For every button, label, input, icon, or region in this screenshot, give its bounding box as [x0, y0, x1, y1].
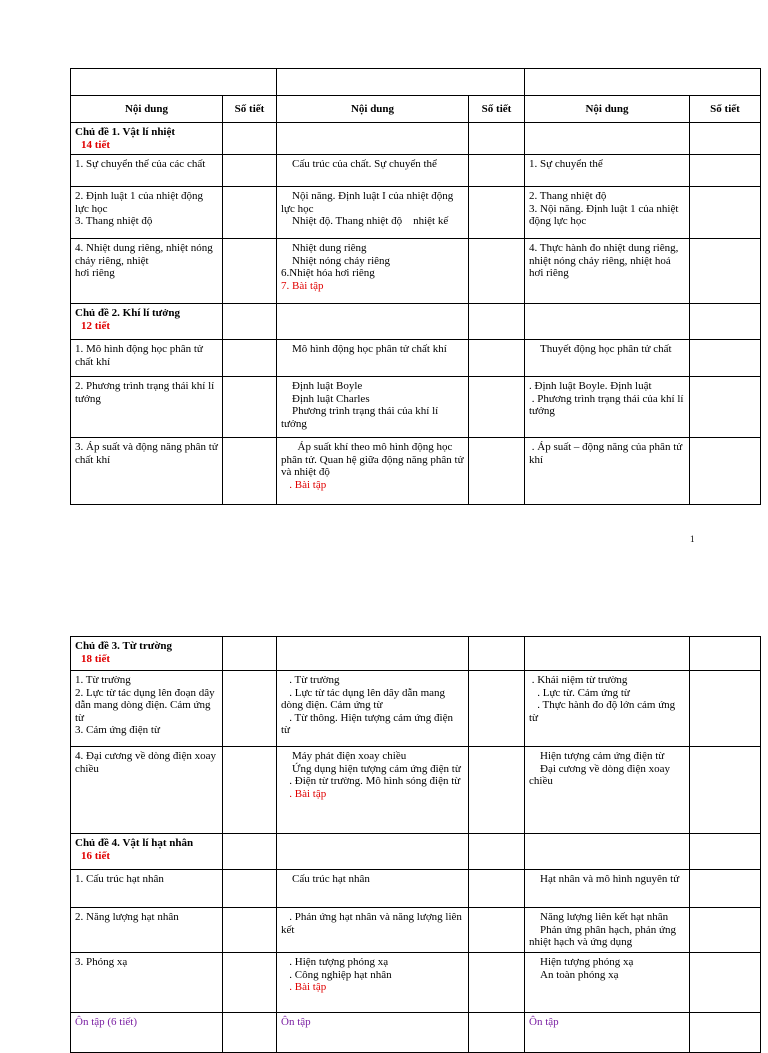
periods-cell: [690, 671, 761, 747]
cell-line: Hạt nhân và mô hình nguyên tử: [529, 873, 680, 885]
empty-cell: [525, 834, 690, 870]
periods-cell: [223, 1013, 277, 1053]
periods-cell: [223, 187, 277, 239]
blank-cell: [71, 69, 277, 96]
periods-cell: [690, 908, 761, 953]
exercise-label: 7. Bài tập: [281, 279, 324, 292]
empty-cell: [277, 304, 469, 340]
content-cell-col2: [277, 187, 469, 239]
cell-line: 3. Phóng xạ: [75, 956, 128, 968]
empty-cell: [525, 123, 690, 155]
cell-line: Nhiệt độ. Thang nhiệt độ nhiệt kế: [281, 215, 449, 227]
content-cell-col2: [277, 747, 469, 834]
content-cell-col2: [277, 438, 469, 505]
cell-line: 1. Cấu trúc hạt nhân: [75, 873, 164, 885]
topic-title: Chủ đề 4. Vật lí hạt nhân: [75, 837, 194, 849]
review-label: Ôn tập (6 tiết): [75, 1016, 138, 1028]
cell-line: An toàn phóng xạ: [529, 968, 619, 981]
review-label: Ôn tập: [529, 1016, 559, 1028]
review-cell: [525, 1013, 690, 1053]
content-cell-col1: [71, 155, 223, 187]
periods-cell: [690, 438, 761, 505]
periods-cell: [469, 671, 525, 747]
topic-periods: 12 tiết: [81, 319, 111, 332]
periods-cell: [223, 377, 277, 438]
topic-periods: 18 tiết: [81, 652, 111, 665]
content-cell-col1: [71, 870, 223, 908]
periods-cell: [223, 438, 277, 505]
content-cell-col2: [277, 671, 469, 747]
content-cell-col2: [277, 870, 469, 908]
content-cell-col1: [71, 438, 223, 505]
cell-line: 1. Mô hình động học phân tử chất khí: [75, 343, 206, 368]
cell-line: 4. Đại cương về dòng điện xoay chiều: [75, 750, 219, 775]
empty-cell: [469, 304, 525, 340]
review-cell: [277, 1013, 469, 1053]
content-cell-col1: [71, 953, 223, 1013]
content-cell-col3: [525, 155, 690, 187]
cell-line: 2. Phương trình trạng thái khí lí tưởng: [75, 380, 217, 405]
periods-cell: [223, 870, 277, 908]
cell-line: 2. Thang nhiệt độ: [529, 190, 607, 202]
periods-cell: [690, 155, 761, 187]
periods-cell: [223, 155, 277, 187]
header-periods: Số tiết: [690, 96, 761, 123]
periods-cell: [690, 747, 761, 834]
cell-line: 1. Sự chuyển thể của các chất: [75, 158, 206, 170]
cell-line: . Hiện tượng phóng xạ: [281, 956, 389, 968]
empty-cell: [525, 637, 690, 671]
content-cell-col3: [525, 340, 690, 377]
empty-cell: [525, 304, 690, 340]
content-cell-col3: [525, 438, 690, 505]
blank-cell: [525, 69, 761, 96]
page-number: 1: [690, 534, 695, 544]
exercise-label: . Bài tập: [281, 787, 327, 800]
content-cell-col2: [277, 377, 469, 438]
empty-cell: [469, 123, 525, 155]
cell-line: 2. Định luật 1 của nhiệt động lực học: [75, 190, 206, 215]
empty-cell: [690, 637, 761, 671]
content-cell-col2: [277, 155, 469, 187]
topic-row: [71, 834, 761, 870]
cell-line: . Thực hành đo độ lớn cảm ứng từ: [529, 699, 678, 724]
blank-cell: [277, 69, 525, 96]
cell-line: . Phương trình trạng thái của khí lí tưởng: [529, 392, 687, 417]
cell-line: Máy phát điện xoay chiều: [281, 750, 407, 762]
periods-cell: [469, 953, 525, 1013]
content-cell-col3: [525, 908, 690, 953]
cell-line: 4. Thực hành đo nhiệt dung riêng, nhiệt nóng chảy riêng, nhiệt hoá hơi riêng: [529, 242, 682, 279]
periods-cell: [223, 908, 277, 953]
review-cell: [71, 1013, 223, 1053]
cell-line: Phương trình trạng thái của khí lí tưởng: [281, 405, 441, 430]
content-cell-col3: [525, 377, 690, 438]
table-row: [71, 671, 761, 747]
empty-cell: [469, 834, 525, 870]
cell-line: Cấu trúc hạt nhân: [281, 873, 370, 885]
table-row: [71, 377, 761, 438]
cell-line: 3. Thang nhiệt độ: [75, 215, 153, 227]
table-row: [71, 438, 761, 505]
topic-cell: [71, 304, 223, 340]
topic-cell: [71, 123, 223, 155]
periods-cell: [223, 671, 277, 747]
periods-cell: [469, 377, 525, 438]
header-periods: Số tiết: [223, 96, 277, 123]
cell-line: Ứng dụng hiện tượng cảm ứng điện từ: [281, 762, 461, 775]
empty-cell: [690, 123, 761, 155]
cell-line: Mô hình động học phân tử chất khí: [281, 343, 447, 355]
table-row: [71, 908, 761, 953]
cell-line: . Từ trường: [281, 674, 340, 686]
content-cell-col2: [277, 908, 469, 953]
periods-cell: [690, 187, 761, 239]
content-cell-col3: [525, 187, 690, 239]
cell-line: . Áp suất – động năng của phân tử khí: [529, 441, 685, 466]
periods-cell: [469, 239, 525, 304]
header-content: Nội dung: [71, 96, 223, 123]
periods-cell: [690, 239, 761, 304]
curriculum-table-1: [70, 68, 761, 505]
column-header-row: [71, 96, 761, 123]
periods-cell: [690, 377, 761, 438]
empty-cell: [223, 304, 277, 340]
topic-cell: [71, 834, 223, 870]
curriculum-table-2: [70, 636, 761, 1053]
empty-cell: [223, 637, 277, 671]
table-row: [71, 1013, 761, 1053]
cell-line: . Công nghiệp hạt nhân: [281, 968, 392, 981]
content-cell-col1: [71, 671, 223, 747]
header-content: Nội dung: [277, 96, 469, 123]
table-row: [71, 747, 761, 834]
empty-cell: [223, 834, 277, 870]
cell-line: 2. Năng lượng hạt nhân: [75, 911, 179, 923]
periods-cell: [469, 340, 525, 377]
table-row: [71, 239, 761, 304]
periods-cell: [690, 870, 761, 908]
cell-line: Hiện tượng phóng xạ: [529, 956, 634, 968]
topic-title: Chủ đề 2. Khí lí tưởng: [75, 307, 180, 319]
periods-cell: [690, 1013, 761, 1053]
table-row: [71, 870, 761, 908]
cell-line: 3. Nội năng. Định luật 1 của nhiệt động lực học: [529, 202, 682, 227]
table-row: [71, 340, 761, 377]
cell-line: 2. Lực từ tác dụng lên đoạn dây dẫn mang dòng điện. Cảm ứng từ: [75, 686, 218, 724]
cell-line: 4. Nhiệt dung riêng, nhiệt nóng chảy riêng, nhiệt: [75, 242, 216, 267]
topic-row: [71, 123, 761, 155]
cell-line: . Khái niệm từ trường: [529, 674, 628, 686]
content-cell-col2: [277, 340, 469, 377]
cell-line: Hiện tượng cảm ứng điện từ: [529, 750, 665, 762]
periods-cell: [469, 908, 525, 953]
topic-row: [71, 304, 761, 340]
cell-line: 1. Sự chuyển thể: [529, 158, 603, 170]
cell-line: Cấu trúc của chất. Sự chuyển thể: [281, 158, 437, 170]
cell-line: Định luật Boyle: [281, 380, 363, 392]
empty-cell: [277, 123, 469, 155]
content-cell-col1: [71, 908, 223, 953]
table-row: [71, 155, 761, 187]
periods-cell: [223, 340, 277, 377]
content-cell-col3: [525, 953, 690, 1013]
cell-line: Nhiệt nóng chảy riêng: [281, 254, 391, 267]
empty-cell: [690, 834, 761, 870]
content-cell-col1: [71, 239, 223, 304]
empty-cell: [277, 637, 469, 671]
cell-line: 3. Áp suất và động năng phân tử chất khí: [75, 441, 221, 466]
periods-cell: [690, 953, 761, 1013]
cell-line: . Điện từ trường. Mô hình sóng điện từ: [281, 775, 461, 787]
periods-cell: [690, 340, 761, 377]
cell-line: Áp suất khí theo mô hình động học phân tử. Quan hệ giữa động năng phân tử và nhiệt độ: [281, 441, 467, 478]
header-periods: Số tiết: [469, 96, 525, 123]
content-cell-col2: [277, 953, 469, 1013]
table-row: [71, 953, 761, 1013]
periods-cell: [223, 747, 277, 834]
topic-title: Chủ đề 1. Vật lí nhiệt: [75, 126, 176, 138]
cell-line: hơi riêng: [75, 267, 115, 279]
topic-periods: 16 tiết: [81, 849, 111, 862]
cell-line: 3. Cảm ứng điện từ: [75, 724, 160, 736]
review-label: Ôn tập: [281, 1016, 311, 1028]
cell-line: 1. Từ trường: [75, 674, 131, 686]
topic-title: Chủ đề 3. Từ trường: [75, 640, 173, 652]
content-cell-col1: [71, 340, 223, 377]
table-row: [71, 187, 761, 239]
topic-cell: [71, 637, 223, 671]
periods-cell: [469, 870, 525, 908]
periods-cell: [469, 747, 525, 834]
cell-line: Năng lượng liên kết hạt nhân: [529, 911, 669, 923]
content-cell-col3: [525, 671, 690, 747]
cell-line: . Định luật Boyle. Định luật: [529, 380, 652, 392]
exercise-label: . Bài tập: [281, 981, 327, 993]
cell-line: Đại cương về dòng điện xoay chiều: [529, 762, 673, 787]
empty-cell: [469, 637, 525, 671]
content-cell-col3: [525, 239, 690, 304]
content-cell-col3: [525, 747, 690, 834]
cell-line: Nhiệt dung riêng: [281, 242, 367, 254]
cell-line: Phản ứng phân hạch, phản ứng nhiệt hạch và ứng dụng: [529, 923, 679, 948]
cell-line: Thuyết động học phân tử chất: [529, 343, 672, 355]
empty-cell: [223, 123, 277, 155]
content-cell-col1: [71, 747, 223, 834]
blank-header-row: [71, 69, 761, 96]
cell-line: Định luật Charles: [281, 392, 370, 405]
periods-cell: [223, 953, 277, 1013]
cell-line: . Lực từ tác dụng lên dây dẫn mang dòng điện. Cảm ứng từ: [281, 686, 448, 711]
content-cell-col3: [525, 870, 690, 908]
cell-line: 6.Nhiệt hóa hơi riêng: [281, 267, 375, 279]
cell-line: . Lực từ. Cảm ứng từ: [529, 686, 630, 699]
periods-cell: [469, 1013, 525, 1053]
topic-row: [71, 637, 761, 671]
content-cell-col1: [71, 187, 223, 239]
header-content: Nội dung: [525, 96, 690, 123]
periods-cell: [469, 187, 525, 239]
empty-cell: [690, 304, 761, 340]
content-cell-col2: [277, 239, 469, 304]
periods-cell: [469, 438, 525, 505]
cell-line: . Từ thông. Hiện tượng cảm ứng điện từ: [281, 711, 456, 736]
cell-line: . Phản ứng hạt nhân và năng lượng liên kết: [281, 911, 465, 936]
exercise-label: . Bài tập: [281, 478, 327, 491]
empty-cell: [277, 834, 469, 870]
topic-periods: 14 tiết: [81, 138, 111, 151]
periods-cell: [469, 155, 525, 187]
periods-cell: [223, 239, 277, 304]
cell-line: Nội năng. Định luật I của nhiệt động lực học: [281, 190, 457, 215]
content-cell-col1: [71, 377, 223, 438]
